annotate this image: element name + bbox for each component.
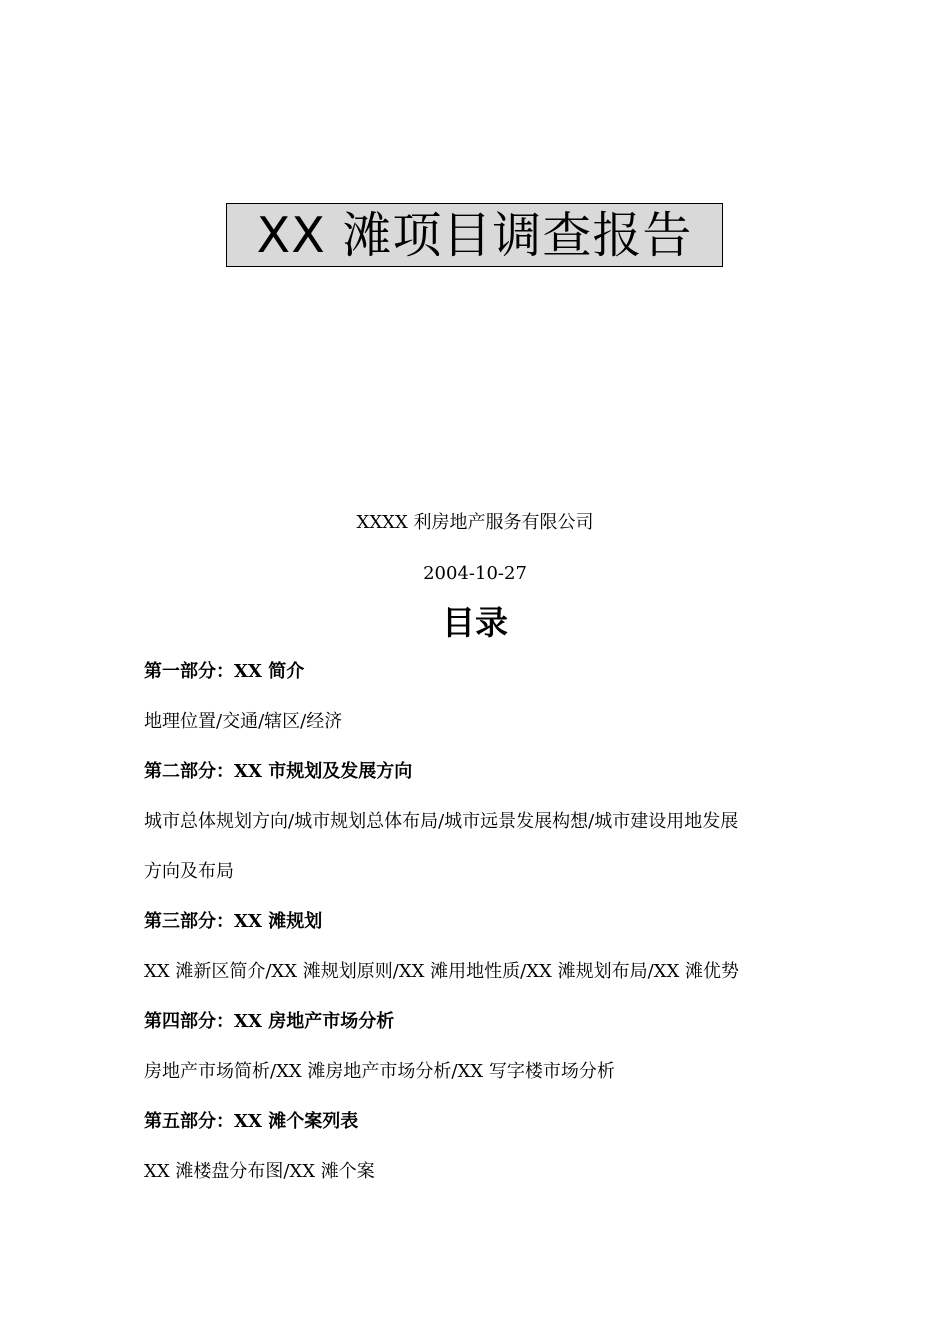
toc-part-3-title: 第三部分：XX 滩规划 [144, 911, 323, 932]
toc-part-5-items: XX 滩楼盘分布图/XX 滩个案 [144, 1161, 375, 1182]
toc-part-1-items: 地理位置/交通/辖区/经济 [144, 711, 343, 732]
toc-part-5-title: 第五部分：XX 滩个案列表 [144, 1111, 359, 1132]
toc-part-2-items: 城市总体规划方向/城市规划总体布局/城市远景发展构想/城市建设用地发展 [144, 811, 739, 832]
toc-part-2-items-continued: 方向及布局 [144, 861, 234, 882]
toc-part-3-items: XX 滩新区简介/XX 滩规划原则/XX 滩用地性质/XX 滩规划布局/XX 滩优势 [144, 961, 740, 982]
toc-part-1-title: 第一部分：XX 简介 [144, 661, 305, 682]
toc-heading: 目录 [442, 603, 508, 642]
table-of-contents [144, 658, 824, 1208]
company-name: XXXX 利房地产服务有限公司 [356, 512, 594, 533]
report-date: 2004-10-27 [423, 563, 527, 584]
toc-part-2-title: 第二部分：XX 市规划及发展方向 [144, 761, 413, 782]
toc-part-4-title: 第四部分：XX 房地产市场分析 [144, 1011, 395, 1032]
report-title: XX 滩项目调查报告 [226, 203, 723, 267]
toc-part-4-items: 房地产市场简析/XX 滩房地产市场分析/XX 写字楼市场分析 [144, 1061, 615, 1082]
